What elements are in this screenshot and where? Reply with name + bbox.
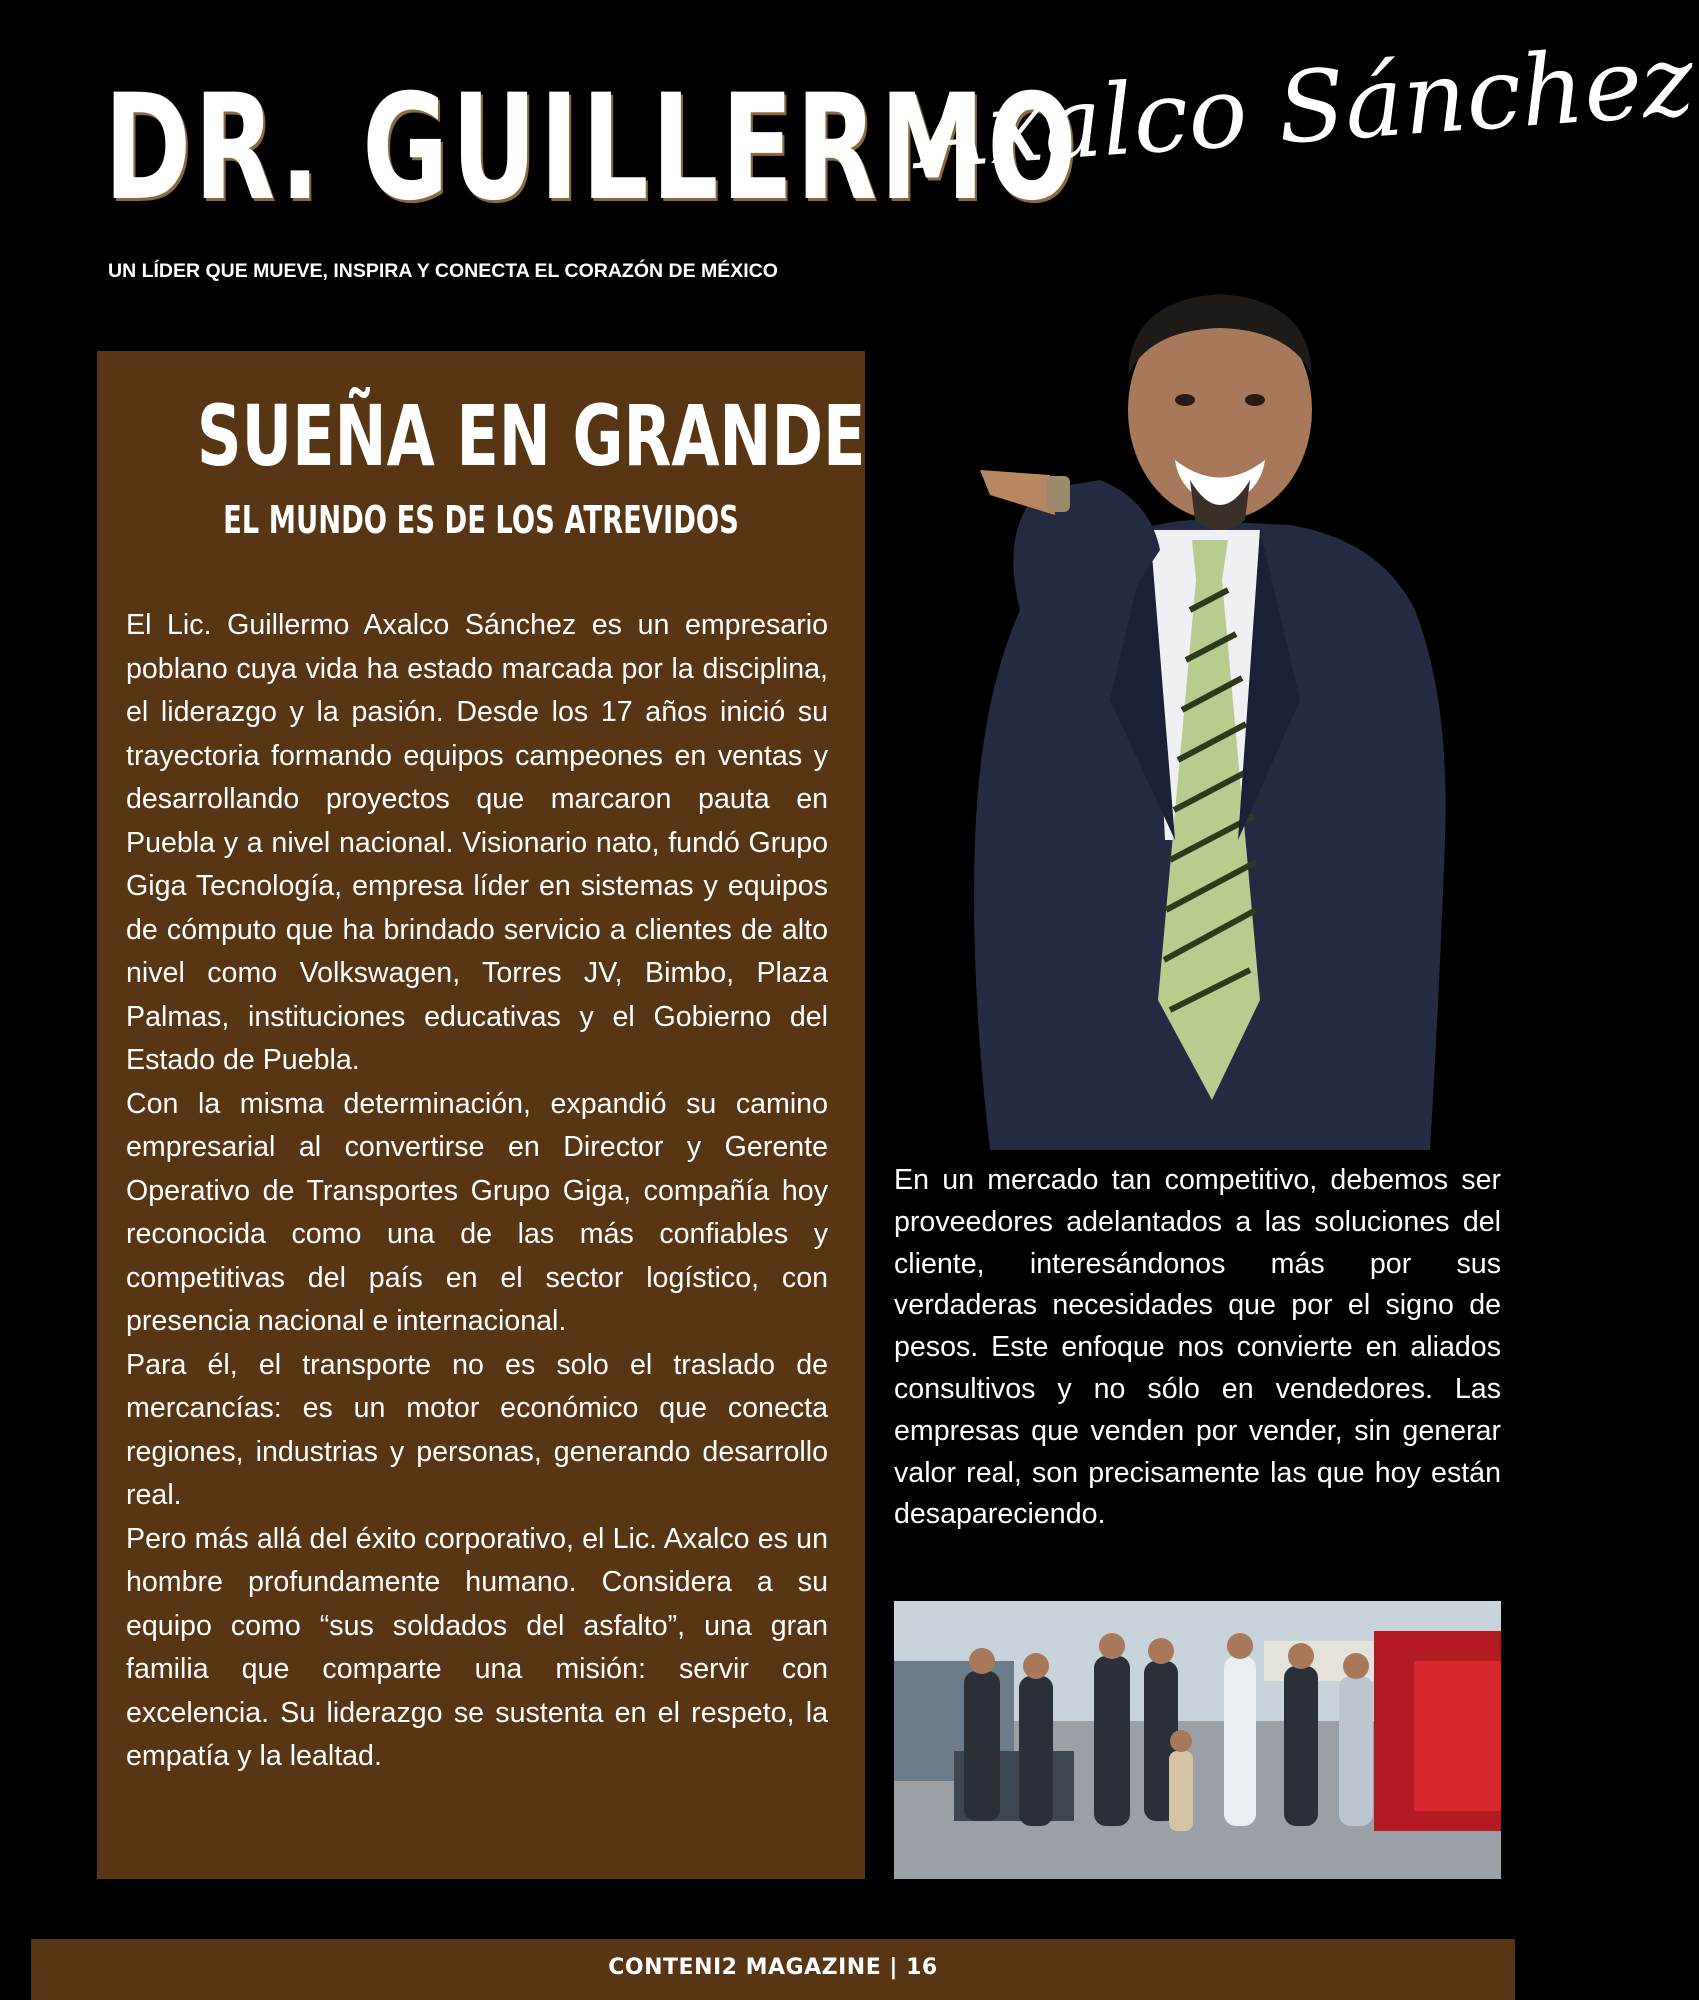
- article-subheading: EL MUNDO ES DE LOS ATREVIDOS: [223, 498, 739, 542]
- sidebar-quote-text: En un mercado tan competitivo, debemos ser proveedores adelantados a las soluciones del cliente, interesándonos más por sus verdaderas necesidades que por el signo de pesos. Este enfoque nos convierte en aliados consultivos y no sólo en vendedores. Las empresas que venden por vender, sin generar valor real, son precisamente las que hoy están desapareciendo.: [894, 1164, 1501, 1531]
- article-paragraph: Pero más allá del éxito corporativo, el Lic. Axalco es un hombre profundamente humano. Considera a su equipo como “sus soldados del asfalto”, una gran familia que comparte una misión: servir con excelencia. Su liderazgo se sustenta en el respeto, la empatía y la lealtad.: [126, 1522, 828, 1772]
- portrait-photo: [960, 280, 1460, 1150]
- page-title: DR. GUILLERMO: [104, 63, 1080, 233]
- footer-text: CONTENI2 MAGAZINE | 16: [608, 1955, 938, 1980]
- article-box: [97, 351, 865, 1879]
- tagline: UN LÍDER QUE MUEVE, INSPIRA Y CONECTA EL CORAZÓN DE MÉXICO: [108, 260, 778, 282]
- group-photo: [894, 1601, 1501, 1879]
- sidebar-quote: [894, 1160, 1501, 1536]
- article-paragraph: El Lic. Guillermo Axalco Sánchez es un empresario poblano cuya vida ha estado marcada por la disciplina, el liderazgo y la pasión. Desde los 17 años inició su trayectoria formando equipos campeones en ventas y desarrollando proyectos que marcaron pauta en Puebla y a nivel nacional. Visionario nato, fundó Grupo Giga Tecnología, empresa líder en sistemas y equipos de cómputo que ha brindado servicio a clientes de alto nivel como Volkswagen, Torres JV, Bimbo, Plaza Palmas, instituciones educativas y el Gobierno del Estado de Puebla.: [126, 609, 828, 1076]
- article-paragraph: Con la misma determinación, expandió su camino empresarial al convertirse en Director y Gerente Operativo de Transportes Grupo Giga, compañía hoy reconocida como una de las más confiables y competitivas del país en el sector logístico, con presencia nacional e internacional.: [126, 1087, 828, 1337]
- page-footer: [31, 1939, 1515, 2000]
- article-heading: SUEÑA EN GRANDE: [196, 387, 866, 485]
- article-paragraph: Para él, el transporte no es solo el traslado de mercancías: es un motor económico que conecta regiones, industrias y personas, generando desarrollo real.: [126, 1348, 828, 1511]
- article-body: [126, 604, 828, 1779]
- signature-name: Axalco Sánchez: [914, 23, 1698, 192]
